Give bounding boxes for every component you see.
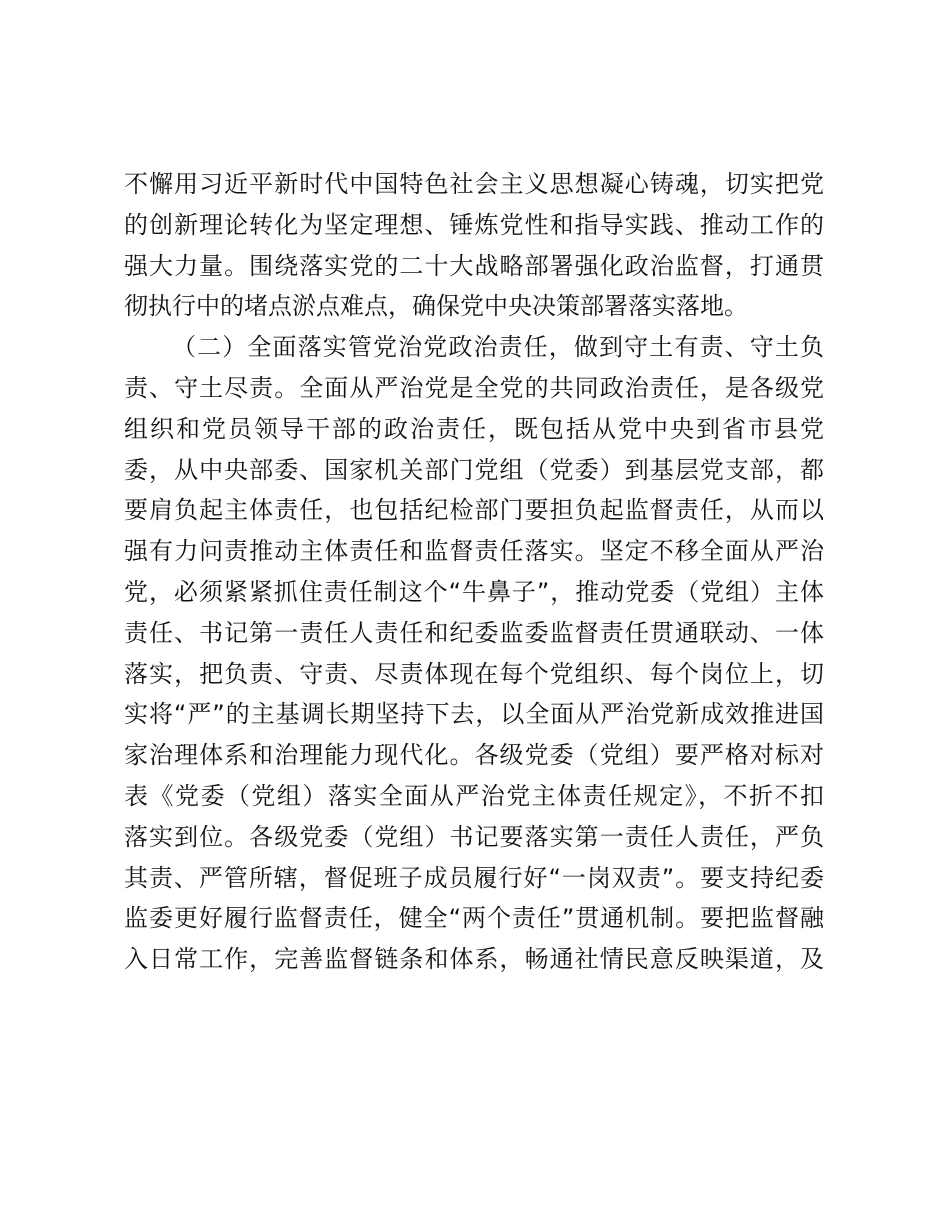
text-line: 党，必须紧紧抓住责任制这个“牛鼻子”，推动党委（党组）主体 [124,577,825,606]
text-line: 强大力量。围绕落实党的二十大战略部署强化政治监督，打通贯 [124,251,826,280]
text-line: 表《党委（党组）落实全面从严治党主体责任规定》，不折不扣 [124,781,826,810]
text-line: 责、守土尽责。全面从严治党是全党的共同政治责任，是各级党 [124,373,826,402]
text-line: 家治理体系和治理能力现代化。各级党委（党组）要严格对标对 [124,741,826,770]
body-text [124,164,824,980]
text-line: 要肩负起主体责任，也包括纪检部门要担负起监督责任，从而以 [124,496,826,525]
section-heading-line: （二）全面落实管党治党政治责任，做到守土有责、守土负 [172,333,826,362]
text-line: 其责、严管所辖，督促班子成员履行好“一岗双责”。要支持纪委 [124,863,825,892]
text-line: 强有力问责推动主体责任和监督责任落实。坚定不移全面从严治 [124,537,826,566]
text-line: 的创新理论转化为坚定理想、锤炼党性和指导实践、推动工作的 [124,210,826,239]
text-line: 监委更好履行监督责任，健全“两个责任”贯通机制。要把监督融 [124,904,825,933]
text-line: 入日常工作，完善监督链条和体系，畅通社情民意反映渠道，及 [124,945,826,974]
text-line: 实将“严”的主基调长期坚持下去，以全面从严治党新成效推进国 [124,700,825,729]
text-line: 落实到位。各级党委（党组）书记要落实第一责任人责任，严负 [124,822,826,851]
text-line: 彻执行中的堵点淤点难点，确保党中央决策部署落实落地。 [124,292,748,321]
text-line: 组织和党员领导干部的政治责任，既包括从党中央到省市县党 [124,414,826,443]
text-line: 不懈用习近平新时代中国特色社会主义思想凝心铸魂，切实把党 [124,170,826,198]
text-line: 责任、书记第一责任人责任和纪委监委监督责任贯通联动、一体 [124,618,826,647]
text-line: 落实，把负责、守责、尽责体现在每个党组织、每个岗位上，切 [124,659,826,688]
text-line: 委，从中央部委、国家机关部门党组（党委）到基层党支部，都 [124,455,826,484]
